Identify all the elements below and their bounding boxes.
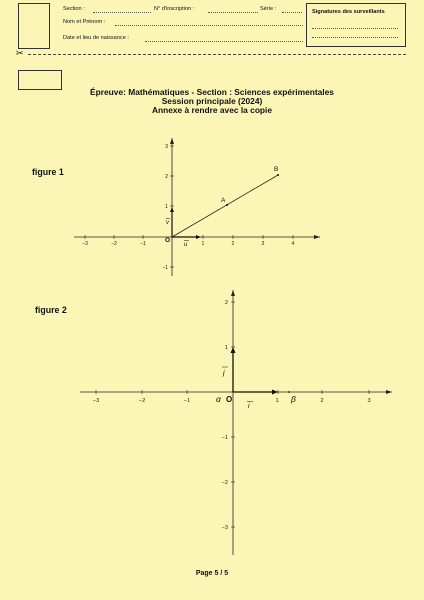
fig2-y-label-1: 1 [224,345,228,351]
fig1-x-label-m1: −1 [140,241,146,247]
birth-label: Date et lieu de naissance : [63,35,129,41]
fig1-origin-label: O [165,237,171,244]
fig2-y-label-m3: −3 [221,525,228,531]
fig2-y-label-m1: −1 [221,435,228,441]
fig1-x-label-4: 4 [291,241,295,247]
fig2-origin-label: O [226,395,233,404]
fig2-vector-j-arrow [231,347,236,353]
fig2-x-label-m3: −3 [92,398,100,404]
name-label: Nom et Prénom : [63,19,106,25]
page-number: Page 5 / 5 [195,570,229,577]
fig1-x-label-m2: −2 [111,241,117,247]
fig2-vector-j-label: j [223,368,225,377]
fig2-x-label-3: 3 [367,398,371,404]
serie-label: Série : [260,6,277,12]
fig1-x-label-m3: −3 [82,241,88,247]
fig1-vector-u-label: u [184,242,188,248]
scissors-icon: ✂ [16,48,24,58]
fig2-y-arrow [231,290,235,296]
fig1-x-label-2: 2 [231,241,235,247]
fig2-vector-i-label: i [248,403,250,410]
fig1-x-label-3: 3 [261,241,265,247]
section-label: Section : [63,6,85,12]
fig2-y-label-m2: −2 [221,480,228,486]
figure-1-label: figure 1 [32,167,64,177]
title-line-1: Épreuve: Mathématiques - Section : Sciences expérimentales [90,87,334,97]
fig1-x-label-1: 1 [201,241,205,247]
fig2-vector-i-arrow [272,390,278,395]
fig2-alpha-label: α [216,394,221,404]
title-line-2: Session principale (2024) [161,96,263,106]
fig2-point-beta [288,391,290,393]
signatures-label: Signatures des surveillants [312,9,385,15]
title-line-3: Annexe à rendre avec la copie [151,105,273,115]
fig1-y-label-2: 2 [165,174,168,180]
fig2-x-label-2: 2 [320,398,324,404]
fig1-y-label-m1: −1 [162,265,168,271]
fig2-x-label-m2: −2 [138,398,146,404]
fig1-y-label-1: 1 [165,204,168,210]
fig1-vector-v-label: v [166,220,169,226]
figure-2-label: figure 2 [35,305,67,315]
fig2-y-label-2: 2 [224,300,228,306]
fig2-x-label-1: 1 [275,398,279,404]
fig2-x-label-m1: −1 [183,398,191,404]
fig1-y-label-3: 3 [165,144,168,150]
fig1-point-a-label: A [221,197,226,204]
fig2-beta-label: β [291,394,296,404]
fig2-x-arrow [386,390,392,394]
inscription-label: N° d'inscription : [154,6,195,12]
fig1-point-b-label: B [274,166,279,173]
